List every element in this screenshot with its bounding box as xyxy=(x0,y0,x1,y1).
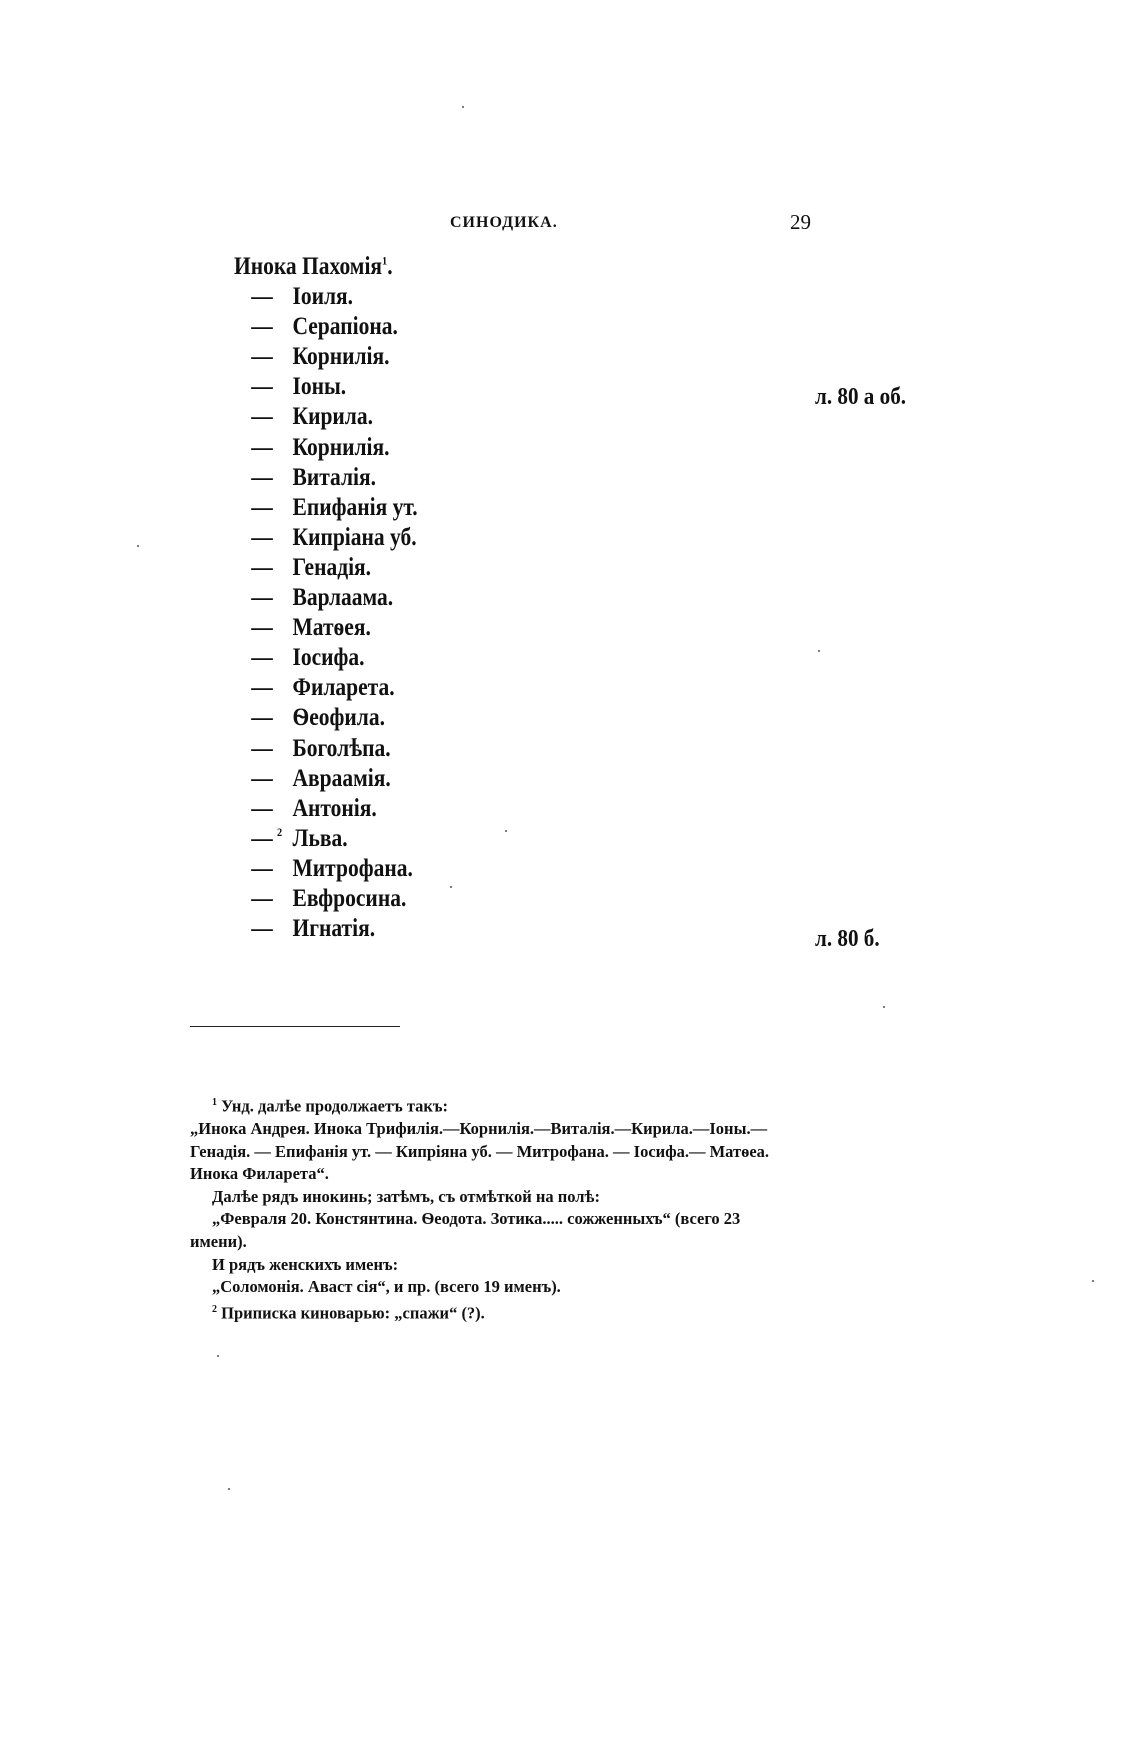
footnote-line: „Инока Андрея. Инока Трифилія.—Корнилія.—Виталія.—Кирила.—Іоны.— xyxy=(190,1119,768,1139)
list-item xyxy=(234,703,836,733)
monk-name: Кипріана уб. xyxy=(292,523,417,551)
list-item xyxy=(234,342,836,372)
margin-reference: л. 80 а об. xyxy=(815,384,907,410)
monk-name: Корнилія. xyxy=(292,433,390,461)
footnote-line: Генадія. — Епифанія ут. — Кипріяна уб. — Митрофана. — Іосифа.— Матѳеа. xyxy=(190,1141,770,1161)
monk-name: Боголѣпа. xyxy=(292,734,391,762)
dash-mark: — xyxy=(251,403,273,431)
dash-mark: — xyxy=(251,313,273,341)
first-name: Инока Пахомія xyxy=(234,253,383,280)
monk-name: Игнатія. xyxy=(292,915,376,943)
running-title: СИНОДИКА. xyxy=(450,214,558,231)
dash-mark: — xyxy=(251,644,273,672)
dash-mark: — xyxy=(251,553,273,581)
list-item xyxy=(234,914,836,944)
list-item xyxy=(234,312,836,342)
footnote-line: Далѣе рядъ инокинь; затѣмъ, съ отмѣткой на полѣ: xyxy=(212,1186,600,1206)
list-item xyxy=(234,553,836,583)
list-item: Инока Пахомія$^1$. xyxy=(234,253,393,280)
monk-name: Іоиля. xyxy=(292,283,354,311)
dash-mark: — xyxy=(251,794,273,822)
monk-name: Ѳеофила. xyxy=(292,704,385,732)
footnote-1: $^1$ Унд. далѣе продолжаетъ такъ: xyxy=(212,1096,448,1116)
dash-mark: — xyxy=(251,614,273,642)
footnote-rule xyxy=(190,1026,400,1027)
dash-mark: — xyxy=(251,764,273,792)
dash-mark: — xyxy=(251,884,273,912)
dash-mark: — xyxy=(251,734,273,762)
dash-mark: — xyxy=(251,674,273,702)
list-item xyxy=(234,764,836,794)
scan-speck xyxy=(1092,1280,1094,1282)
dash-mark: — xyxy=(251,584,273,612)
footnote-mark: 1 xyxy=(212,1097,217,1108)
dash-mark: — xyxy=(251,433,273,461)
monk-name: Авраамія. xyxy=(292,764,391,792)
list-item xyxy=(234,372,836,402)
dash-mark: — xyxy=(251,523,273,551)
page-number: 29 xyxy=(790,210,811,234)
list-item xyxy=(234,402,836,432)
monk-name: Генадія. xyxy=(292,553,372,581)
monk-name: Епифанія ут. xyxy=(292,493,418,521)
dash-mark: — xyxy=(251,343,273,371)
scan-speck xyxy=(505,830,507,832)
list-item xyxy=(234,463,836,493)
list-item xyxy=(234,884,836,914)
list-item xyxy=(234,734,836,764)
scan-speck xyxy=(217,1355,219,1357)
footnote-line: Инока Филарета“. xyxy=(190,1164,329,1184)
list-item xyxy=(234,673,836,703)
monk-name: Кирила. xyxy=(292,403,373,431)
dash-mark: — xyxy=(251,854,273,882)
list-item xyxy=(234,854,836,884)
list-item xyxy=(234,523,836,553)
monk-name: Варлаама. xyxy=(292,584,394,612)
dash-mark: — xyxy=(251,463,273,491)
scan-speck xyxy=(450,886,452,888)
footnote-2: $^2$ Приписка киноварью: „спажи“ (?). xyxy=(212,1303,485,1323)
list-item xyxy=(234,794,836,824)
names-list xyxy=(234,252,934,944)
footnotes xyxy=(190,1092,830,1325)
monk-name: Корнилія. xyxy=(292,343,390,371)
footnote-mark: 2 xyxy=(212,1303,217,1315)
dash-mark: — xyxy=(251,915,273,943)
monk-name: Льва. xyxy=(292,824,348,852)
monk-name: Матѳея. xyxy=(292,614,371,642)
list-item xyxy=(234,493,836,523)
footnote-line: имени). xyxy=(190,1232,247,1252)
margin-reference: л. 80 б. xyxy=(815,926,880,952)
dash-mark: — xyxy=(251,283,273,311)
scan-speck xyxy=(883,1006,885,1008)
scan-speck xyxy=(818,650,820,652)
monk-name: Іосифа. xyxy=(292,644,365,672)
monk-name: Евфросина. xyxy=(292,884,407,912)
footnote-line: И рядъ женскихъ именъ: xyxy=(212,1254,399,1274)
list-item xyxy=(234,643,836,673)
scan-speck xyxy=(137,545,139,547)
list-item xyxy=(234,282,836,312)
monk-name: Антонія. xyxy=(292,794,377,822)
list-item xyxy=(234,583,836,613)
monk-name: Іоны. xyxy=(292,373,347,401)
monk-name: Серапіона. xyxy=(292,313,398,341)
dash-mark: — xyxy=(251,704,273,732)
scan-speck xyxy=(462,106,464,108)
footnote-mark: 1 xyxy=(382,253,388,268)
footnote-line: „Соломонія. Аваст сія“, и пр. (всего 19 именъ). xyxy=(212,1277,561,1297)
monk-name: Филарета. xyxy=(292,674,395,702)
list-item xyxy=(234,613,836,643)
scan-speck xyxy=(228,1488,230,1490)
monk-name: Митрофана. xyxy=(292,854,413,882)
list-item xyxy=(234,433,836,463)
list-item: — 2 Льва. xyxy=(251,824,348,852)
dash-mark: — xyxy=(251,493,273,521)
dash-mark: — xyxy=(251,373,273,401)
dash-mark: — xyxy=(251,824,273,852)
footnote-line: „Февраля 20. Констянтина. Ѳеодота. Зотика..... сожженныхъ“ (всего 23 xyxy=(212,1209,741,1229)
monk-name: Виталія. xyxy=(292,463,377,491)
